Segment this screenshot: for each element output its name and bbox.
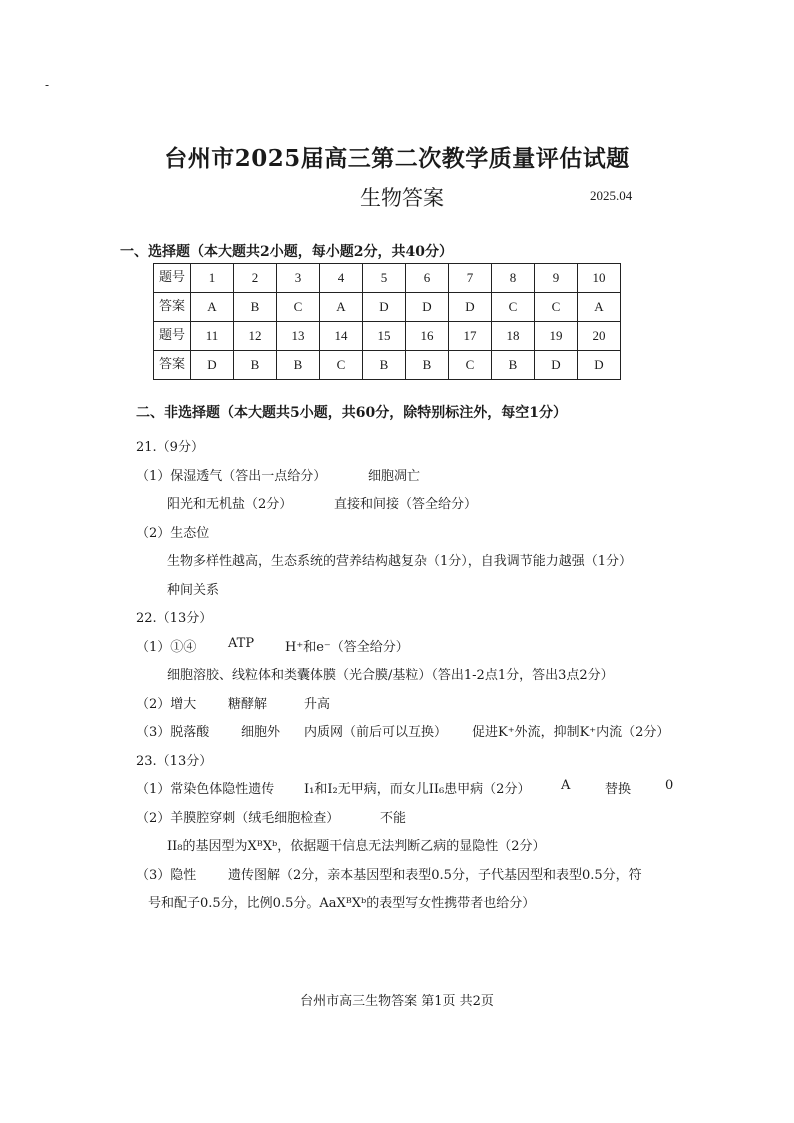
- q22-heading: 22.（13分）: [136, 611, 213, 626]
- q22-1c: H⁺和e⁻（答全给分）: [285, 640, 409, 655]
- q21-1a: （1）保湿透气（答出一点给分）: [136, 469, 327, 484]
- row-label: 题号: [154, 264, 191, 293]
- q21-2b: 直接和间接（答全给分）: [334, 497, 478, 512]
- q22-4a: （3）脱落酸: [136, 725, 210, 740]
- q23-4b: 遗传图解（2分，亲本基因型和表型0.5分，子代基因型和表型0.5分，符: [228, 868, 642, 883]
- exam-date: 2025.04: [590, 188, 633, 203]
- table-cell: 5: [363, 264, 406, 293]
- table-cell: 19: [535, 322, 578, 351]
- q21-2a: 阳光和无机盐（2分）: [167, 497, 293, 512]
- table-cell: 17: [449, 322, 492, 351]
- q23-3: II₈的基因型为XᴮXᵇ，依据题干信息无法判断乙病的显隐性（2分）: [167, 839, 546, 854]
- answer-table: [153, 263, 621, 380]
- page-footer: 台州市高三生物答案 第1页 共2页: [300, 994, 494, 1009]
- q22-4b: 细胞外: [241, 725, 281, 740]
- table-cell: 15: [363, 322, 406, 351]
- answer-table-row: [154, 293, 621, 322]
- scan-mark: -: [45, 78, 50, 92]
- q22-3a: （2）增大: [136, 697, 197, 712]
- q21-heading: 21.（9分）: [136, 440, 204, 455]
- page-subtitle: 生物答案: [360, 186, 444, 210]
- table-cell: B: [234, 351, 277, 380]
- q22-3b: 糖酵解: [228, 697, 268, 712]
- q23-1e: 0: [665, 778, 674, 793]
- section2-heading: 二、非选择题（本大题共5小题，共60分，除特别标注外，每空1分）: [136, 405, 567, 421]
- table-cell: 11: [191, 322, 234, 351]
- row-label: 答案: [154, 351, 191, 380]
- q22-4d: 促进K⁺外流，抑制K⁺内流（2分）: [472, 725, 670, 740]
- table-cell: C: [320, 351, 363, 380]
- table-cell: C: [277, 293, 320, 322]
- q21-1b: 细胞凋亡: [368, 469, 421, 484]
- q23-1b: I₁和I₂无甲病，而女儿II₆患甲病（2分）: [304, 782, 531, 797]
- table-cell: C: [449, 351, 492, 380]
- table-cell: 6: [406, 264, 449, 293]
- table-cell: 3: [277, 264, 320, 293]
- table-cell: D: [578, 351, 621, 380]
- table-cell: 14: [320, 322, 363, 351]
- table-cell: B: [406, 351, 449, 380]
- q23-heading: 23.（13分）: [136, 754, 213, 769]
- q23-2a: （2）羊膜腔穿刺（绒毛细胞检查）: [136, 811, 340, 826]
- table-cell: A: [578, 293, 621, 322]
- table-cell: 2: [234, 264, 277, 293]
- table-cell: 7: [449, 264, 492, 293]
- q23-1c: A: [561, 778, 571, 793]
- section1-heading: 一、选择题（本大题共2小题，每小题2分，共40分）: [120, 244, 453, 260]
- q22-4c: 内质网（前后可以互换）: [304, 725, 448, 740]
- table-cell: D: [449, 293, 492, 322]
- table-cell: B: [492, 351, 535, 380]
- q22-1b: ATP: [228, 636, 255, 651]
- q21-4: 生物多样性越高，生态系统的营养结构越复杂（1分），自我调节能力越强（1分）: [167, 554, 633, 569]
- table-cell: 16: [406, 322, 449, 351]
- table-cell: 1: [191, 264, 234, 293]
- table-cell: D: [535, 351, 578, 380]
- q23-2b: 不能: [380, 811, 407, 826]
- q21-3: （2）生态位: [136, 526, 210, 541]
- table-cell: D: [406, 293, 449, 322]
- q22-3c: 升高: [304, 697, 331, 712]
- table-cell: 18: [492, 322, 535, 351]
- q23-1d: 替换: [605, 782, 632, 797]
- table-cell: B: [277, 351, 320, 380]
- table-cell: A: [320, 293, 363, 322]
- q22-2: 细胞溶胶、线粒体和类囊体膜（光合膜/基粒）（答出1-2点1分，答出3点2分）: [167, 668, 614, 683]
- table-cell: C: [492, 293, 535, 322]
- q23-4a: （3）隐性: [136, 868, 197, 883]
- row-label: 答案: [154, 293, 191, 322]
- answer-table-row: [154, 264, 621, 293]
- table-cell: A: [191, 293, 234, 322]
- q22-1a: （1）①④: [136, 640, 197, 655]
- table-cell: C: [535, 293, 578, 322]
- table-cell: 8: [492, 264, 535, 293]
- table-cell: 13: [277, 322, 320, 351]
- table-cell: B: [363, 351, 406, 380]
- table-cell: 4: [320, 264, 363, 293]
- table-cell: B: [234, 293, 277, 322]
- answer-table-row: [154, 322, 621, 351]
- table-cell: 12: [234, 322, 277, 351]
- q21-5: 种间关系: [167, 583, 220, 598]
- table-cell: 10: [578, 264, 621, 293]
- table-cell: 9: [535, 264, 578, 293]
- row-label: 题号: [154, 322, 191, 351]
- q23-5: 号和配子0.5分，比例0.5分。AaXᴮXᵇ的表型写女性携带者也给分）: [148, 896, 536, 911]
- table-cell: D: [191, 351, 234, 380]
- table-cell: D: [363, 293, 406, 322]
- table-cell: 20: [578, 322, 621, 351]
- page-title: 台州市2025届高三第二次教学质量评估试题: [164, 145, 630, 172]
- answer-table-row: [154, 351, 621, 380]
- q23-1a: （1）常染色体隐性遗传: [136, 782, 275, 797]
